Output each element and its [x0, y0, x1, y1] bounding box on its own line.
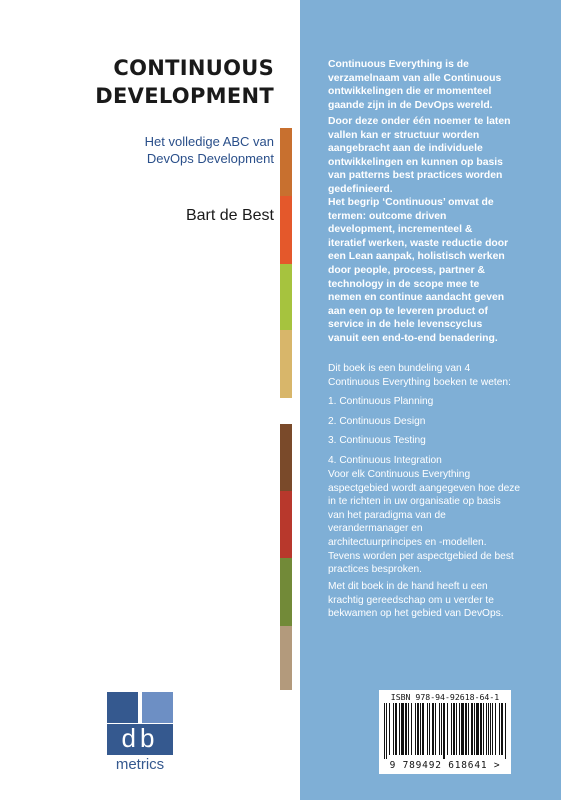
barcode-bar: [427, 703, 428, 755]
color-stripe: [280, 558, 292, 626]
logo-letters: db: [107, 724, 173, 755]
barcode-bar: [384, 703, 385, 759]
book-subtitle-line1: Het volledige ABC van: [144, 134, 274, 149]
book-title-line2: DEVELOPMENT: [95, 84, 274, 108]
barcode-bar: [456, 703, 457, 755]
barcode-bar: [476, 703, 479, 755]
back-bold-line: aangebracht aan de individuele: [328, 143, 483, 155]
back-bold-line: vallen kan er structuur worden: [328, 129, 480, 141]
back-bold-line: een Lean aanpak, holistisch werken: [328, 251, 505, 263]
back-bold-line: van patterns best practices worden: [328, 170, 503, 182]
barcode-bar: [453, 703, 455, 755]
barcode-bar: [505, 703, 506, 759]
barcode-bar: [501, 703, 503, 755]
back-bold-line: technology in de scope mee te: [328, 278, 480, 290]
logo-square-top-left: [107, 692, 138, 723]
barcode-bar: [480, 703, 482, 755]
book-subtitle: [145, 133, 274, 167]
barcode-bar: [389, 703, 390, 755]
back-bold-line: ontwikkelingen en kunnen op basis: [328, 156, 503, 168]
barcode-bar: [401, 703, 404, 755]
back-bold-line: iteratief werken, waste reductie door: [328, 237, 509, 249]
barcode-bar: [483, 703, 484, 755]
book-author: Bart de Best: [185, 207, 274, 224]
barcode-bar: [411, 703, 412, 755]
back-paragraph-line: practices besproken.: [328, 564, 423, 576]
barcode-bar: [461, 703, 464, 755]
book-list-item: 4. Continuous Integration: [328, 454, 442, 466]
barcode-bar: [490, 703, 491, 755]
book-title: [95, 54, 274, 110]
barcode-bar: [420, 703, 421, 755]
back-closing-line: bekwamen op het gebied van DevOps.: [328, 608, 504, 620]
color-stripe: [280, 196, 292, 264]
book-subtitle-line2: DevOps Development: [146, 151, 274, 166]
logo-name: metrics: [115, 756, 165, 773]
isbn-barcode: [379, 690, 511, 774]
back-bold-line: vanuit een end-to-end benadering.: [328, 333, 498, 344]
back-closing-line: krachtig gereedschap om u verder te: [328, 594, 494, 606]
back-intro-line: Dit boek is een bundeling van 4: [328, 363, 471, 374]
barcode-bar: [474, 703, 475, 755]
barcode-bar: [429, 703, 430, 755]
barcode-bar: [451, 703, 452, 755]
back-bold-line: development, incrementeel &: [328, 224, 473, 236]
barcode-bar: [417, 703, 419, 755]
back-bold-line: service in de hele levenscyclus: [328, 319, 483, 331]
back-bold-line: Het begrip ‘Continuous’ omvat de: [328, 197, 494, 208]
back-paragraph-line: van het paradigma van de: [328, 509, 446, 521]
back-paragraph-line: aspectgebied wordt aangegeven hoe deze: [328, 482, 521, 494]
back-bold-line: ontwikkelingen die er momenteel: [328, 86, 492, 98]
book-list-item: 3. Continuous Testing: [328, 435, 426, 447]
back-bold-line: termen: outcome driven: [328, 210, 447, 222]
logo-square-top-right: [142, 692, 173, 723]
back-closing-line: Met dit boek in de hand heeft u een: [328, 581, 488, 592]
color-stripe: [280, 424, 292, 491]
color-stripe: [280, 128, 292, 196]
barcode-bar: [471, 703, 473, 755]
barcode-bar: [386, 703, 387, 759]
back-paragraph-line: Tevens worden per aspectgebied de best: [328, 550, 514, 562]
barcode-bar: [441, 703, 442, 755]
back-bold-line: nemen en continue aandacht geven: [328, 292, 505, 304]
back-bold-line: Continuous Everything is de: [328, 59, 469, 70]
barcode-bar: [447, 703, 448, 755]
back-bold-line: door people, process, partner &: [328, 265, 486, 276]
barcode-bar: [486, 703, 487, 755]
barcode-bar: [495, 703, 496, 755]
barcode-bar: [422, 703, 424, 755]
color-stripe: [280, 330, 292, 398]
color-stripe: [280, 626, 292, 690]
back-paragraph-line: verandermanager en: [328, 523, 423, 535]
barcode-bar: [408, 703, 409, 755]
back-bold-line: Door deze onder één noemer te laten: [328, 116, 511, 127]
back-paragraph-line: Voor elk Continuous Everything: [328, 469, 471, 480]
barcode-bar: [435, 703, 436, 755]
barcode-icon: [382, 703, 508, 759]
color-stripe: [280, 264, 292, 330]
back-paragraph-line: in te richten in uw organisatie op basis: [328, 496, 501, 508]
barcode-bar: [395, 703, 397, 755]
barcode-bar: [488, 703, 489, 755]
barcode-number: 9 789492 618641 >: [389, 760, 501, 771]
barcode-bar: [405, 703, 407, 755]
barcode-bar: [443, 703, 445, 759]
barcode-bar: [399, 703, 400, 755]
barcode-bar: [439, 703, 440, 755]
barcode-bar: [499, 703, 500, 755]
barcode-bar: [468, 703, 469, 755]
back-intro-line: Continuous Everything boeken te weten:: [328, 376, 511, 388]
back-bold-line: verzamelnaam van alle Continuous: [328, 72, 502, 84]
color-stripe: [280, 491, 292, 558]
barcode-bar: [465, 703, 467, 755]
barcode-bar: [459, 703, 460, 755]
barcode-bar: [492, 703, 493, 755]
barcode-bar: [432, 703, 434, 755]
back-paragraph-line: architectuurprincipes en -modellen.: [328, 537, 487, 548]
back-bold-line: gedefinieerd.: [328, 184, 393, 195]
book-list-item: 1. Continuous Planning: [328, 396, 434, 407]
book-title-line1: CONTINUOUS: [113, 56, 274, 80]
barcode-bar: [415, 703, 416, 755]
isbn-label: ISBN 978-94-92618-64-1: [390, 692, 500, 702]
back-bold-line: aan een op te leveren product of: [328, 305, 488, 317]
barcode-bar: [393, 703, 394, 755]
back-bold-line: gaande zijn in de DevOps wereld.: [328, 99, 493, 111]
book-list-item: 2. Continuous Design: [328, 415, 426, 427]
